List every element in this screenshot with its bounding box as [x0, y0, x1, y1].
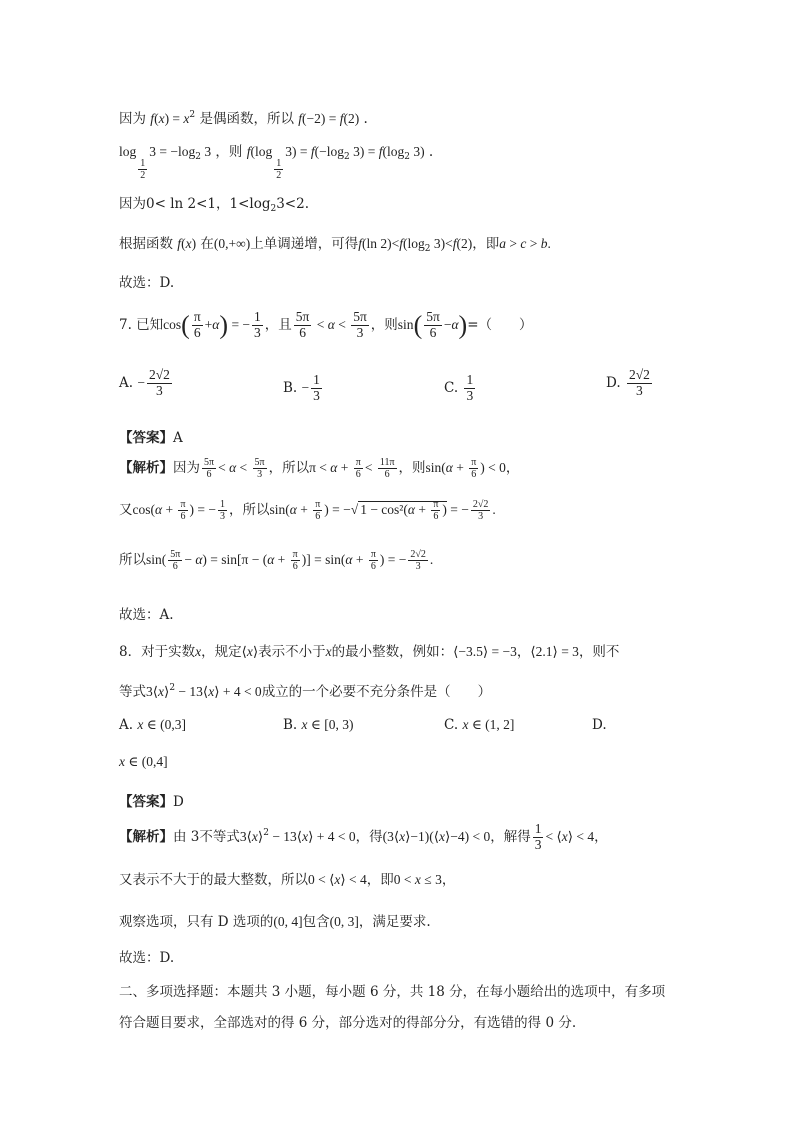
q8-option-c: C. x ∈ (1, 2]: [444, 717, 515, 733]
question-8-line-1: 8．对于实数x，规定⟨x⟩表示不小于x的最小整数，例如：⟨−3.5⟩ = −3，⟨2.1⟩ = 3，则不: [119, 644, 620, 660]
q7-end: 故选：A.: [119, 607, 174, 623]
text: ，则不: [578, 644, 620, 660]
solution-line-1: 因为 $f(x) = x^2$ 是偶函数，所以 f(−2) = f(2) .: [119, 110, 368, 127]
text: 观察选项，只有 D 选项的: [119, 914, 274, 930]
option-label: A.: [119, 717, 134, 733]
text: ，满足要求.: [358, 914, 431, 930]
text: ，则: [215, 144, 243, 160]
text: ，规定: [201, 644, 242, 660]
q8-option-a: A. x ∈ (0,3]: [119, 717, 186, 733]
q7-option-c: C. $\frac{1}{3}$: [444, 372, 474, 403]
q8-analysis-1: 【解析】由 3不等式3⟨x⟩$^2$ − 13⟨x⟩ + 4 < 0，得(3⟨x⟩−1)(⟨x⟩−4) < 0，解得 $\frac{1}{3}$ < ⟨x⟩ < 4，: [119, 821, 608, 852]
solution-line-4: 根据函数 f(x) 在(0,+∞)上单调递增，可得f(ln $2)<f(\log_2$ 3)<f(2)，即a > c > b.: [119, 236, 551, 254]
analysis-label: 【解析】: [119, 828, 173, 845]
text: .: [363, 111, 368, 127]
text: 是偶函数，所以: [199, 111, 294, 127]
text: .: [428, 144, 434, 160]
text: ，所以: [229, 502, 270, 518]
q8-option-d: [592, 717, 607, 733]
text: 表示不小于: [258, 644, 326, 660]
q8-end: 故选：D.: [119, 950, 175, 966]
text: 所以: [119, 552, 146, 568]
text: 由 3不等式: [173, 828, 240, 845]
q7-analysis-3: 所以sin( $\frac{5\pi}{6}$ − α) = sin[π − (α + $\frac{\pi}{6}$ )] = sin(α + $\frac{\pi}{6}$ ) = − $\frac{2√2}{3}$ .: [119, 549, 434, 572]
answer-value: D: [173, 794, 184, 810]
text: 成立的一个必要不充分条件是（ ）: [261, 684, 492, 700]
q7-option-a: A. − $\frac{2√2}{3}$: [119, 367, 170, 398]
solution-line-2: log $\frac{1}{2}$ $3 = -\log_2$ 3 ，则 f(log $\frac{1}{2}$ $3) = f(-\log_2$ $3) = f(\log_2$ 3) .: [119, 144, 434, 181]
analysis-label: 【解析】: [119, 460, 173, 476]
text: 等式: [119, 684, 146, 700]
text: ，: [516, 644, 531, 660]
question-number: 8．对于实数: [119, 644, 196, 660]
q8-answer: [119, 790, 184, 810]
text: ，所以: [268, 460, 310, 476]
section-2-line-1: 二、多项选择题：本题共 3 小题，每小题 6 分，共 18 分，在每小题给出的选项中，有多项: [119, 984, 666, 1000]
question-number: 7. 已知: [119, 316, 164, 333]
option-label: D.: [606, 374, 621, 391]
option-label: D.: [592, 717, 607, 733]
q7-option-d: D. $\frac{2√2}{3}$: [606, 367, 650, 398]
text: 因为: [119, 111, 146, 127]
text: 又表示不大于的最大整数，所以: [119, 872, 308, 888]
text: 3<2.: [276, 196, 309, 212]
question-7: 7. 已知cos( $\frac{\pi}{6}$ +α) = − $\frac{1}{3}$ ，且 $\frac{5\pi}{6}$ < α < $\frac{5\pi}{3}$ ，则sin( $\frac{5\pi}{6}$ −α)=（ ）: [119, 309, 533, 340]
section-2-line-2: 符合题目要求，全部选对的得 6 分，部分选对的得部分分，有选错的得 0 分.: [119, 1015, 577, 1031]
text: 因为0< ln 2<1，1<log: [119, 196, 271, 212]
text: ，且: [264, 316, 292, 333]
option-label: B.: [283, 379, 298, 396]
q8-analysis-2: 又表示不大于的最大整数，所以0 < ⟨x⟩ < 4，即0 < x ≤ 3，: [119, 872, 456, 888]
q7-answer: [119, 426, 183, 446]
text: =（ ）: [467, 316, 533, 333]
solution-line-3: 因为0< ln 2<1，$1<\log_23<2$.: [119, 196, 309, 214]
option-label: C.: [444, 717, 459, 733]
option-label: C.: [444, 379, 459, 396]
text: ，得: [355, 828, 383, 845]
question-8-line-2: 等式3⟨x⟩$^2$ − 13⟨x⟩ + 4 < 0成立的一个必要不充分条件是（ ）: [119, 683, 492, 700]
text: ，即: [472, 236, 500, 252]
q8-option-d-value: x ∈ (0,4]: [119, 754, 168, 769]
text: 上单调递增，可得: [250, 236, 359, 252]
text: 包含: [302, 914, 330, 930]
answer-label: 【答案】: [119, 430, 173, 446]
q7-analysis-2: 又cos(α + $\frac{\pi}{6}$ ) = − $\frac{1}{3}$ ，所以sin(α + $\frac{\pi}{6}$ ) = −√ 1 − cos²(α + $\frac{\pi}{6}$ ) = − $\frac{2√2}{3}$ .: [119, 499, 496, 523]
q8-analysis-3: 观察选项，只有 D 选项的(0, 4]包含(0, 3]，满足要求.: [119, 914, 431, 930]
answer-label: 【答案】: [119, 794, 173, 810]
text: ，则: [370, 316, 398, 333]
text: 因为: [173, 460, 200, 476]
text: ，则: [398, 460, 426, 476]
option-label: B.: [283, 717, 298, 733]
answer-value: A: [173, 430, 183, 446]
q7-option-b: B. − $\frac{1}{3}$: [283, 372, 320, 403]
text: ，解得: [490, 828, 531, 845]
q7-analysis-1: 【解析】因为 $\frac{5\pi}{6}$ < α < $\frac{5\pi}{3}$ ，所以π < α + $\frac{\pi}{6}$ < $\frac{11\pi}{6}$ ，则sin(α + $\frac{\pi}{6}$ ) < 0，: [119, 457, 520, 480]
option-label: A.: [119, 374, 134, 391]
text: 在: [200, 236, 214, 252]
q8-option-b: B. x ∈ [0, 3): [283, 717, 354, 733]
solution-line-5: 故选：D.: [119, 275, 175, 291]
text: 根据函数: [119, 236, 173, 252]
text: ，即: [366, 872, 394, 888]
text: 又: [119, 502, 133, 518]
text: 的最小整数，例如：: [331, 644, 454, 660]
